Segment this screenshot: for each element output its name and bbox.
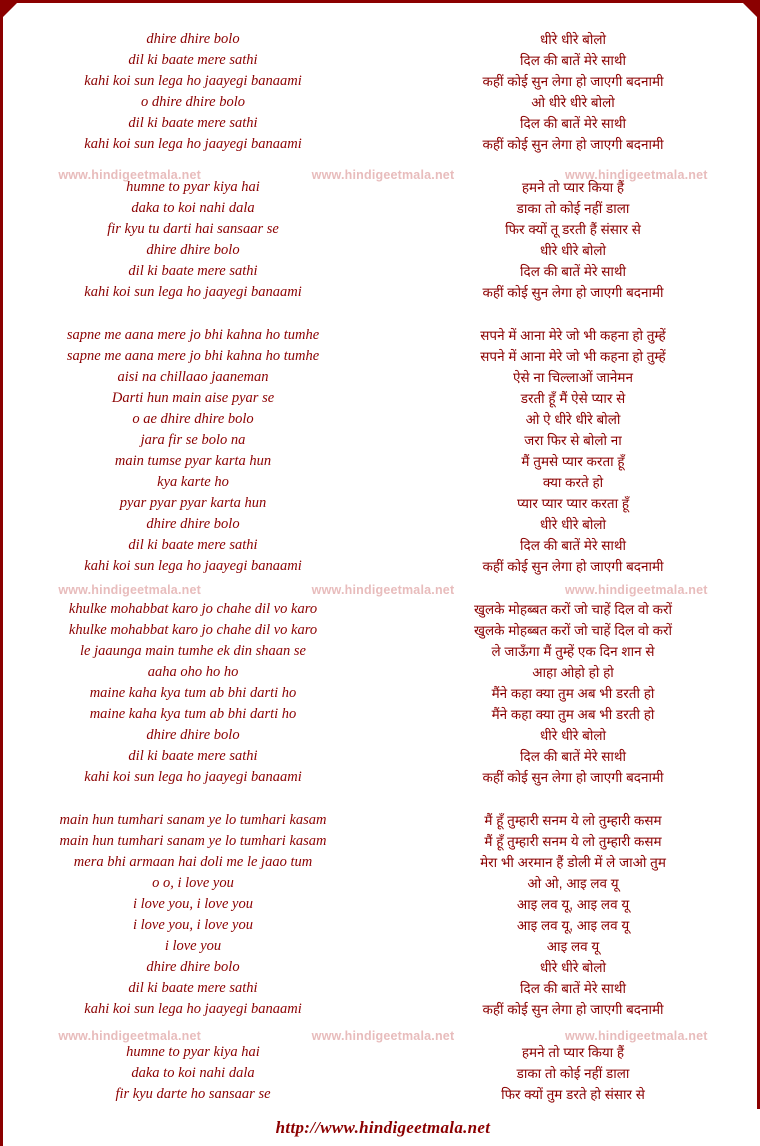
lyrics-stanza xyxy=(3,1042,757,1105)
lyrics-line-latin: dil ki baate mere sathi xyxy=(128,748,258,764)
watermark-text: www.hindigeetmala.net xyxy=(58,1029,201,1043)
lyrics-line-devanagari: आइ लव यू, आइ लव यू xyxy=(516,897,630,912)
watermark-text: www.hindigeetmala.net xyxy=(311,583,455,597)
lyrics-line xyxy=(3,556,757,577)
lyrics-line-devanagari: ऐसे ना चिल्लाओं जानेमन xyxy=(512,370,633,385)
watermark-text: www.hindigeetmala.net xyxy=(564,583,708,597)
lyrics-line-latin: sapne me aana mere jo bhi kahna ho tumhe xyxy=(66,327,320,343)
lyrics-line-devanagari: आहा ओहो हो हो xyxy=(532,665,614,680)
lyrics-line-devanagari: धीरे धीरे बोलो xyxy=(540,517,606,532)
lyrics-line-devanagari: फिर क्यों तुम डरते हो संसार से xyxy=(501,1087,645,1102)
lyrics-line-latin: kahi koi sun lega ho jaayegi banaami xyxy=(84,1001,302,1017)
lyrics-line-devanagari: डाका तो कोई नहीं डाला xyxy=(516,1066,630,1081)
lyrics-line xyxy=(3,999,757,1020)
lyrics-line-latin: o o, i love you xyxy=(152,875,234,891)
footer xyxy=(3,1109,760,1146)
lyrics-line-latin: main hun tumhari sanam ye lo tumhari kasam xyxy=(59,833,327,849)
lyrics-line-devanagari: कहीं कोई सुन लेगा हो जाएगी बदनामी xyxy=(482,285,664,300)
lyrics-line xyxy=(3,704,757,725)
lyrics-line xyxy=(3,641,757,662)
lyrics-line-devanagari: जरा फिर से बोलो ना xyxy=(524,433,622,448)
lyrics-line-latin: main tumse pyar karta hun xyxy=(114,453,272,469)
lyrics-line-devanagari: फिर क्यों तू डरती हैं संसार से xyxy=(505,222,641,237)
lyrics-stanza xyxy=(3,599,757,788)
lyrics-line-devanagari: कहीं कोई सुन लेगा हो जाएगी बदनामी xyxy=(482,137,664,152)
lyrics-line xyxy=(3,957,757,978)
lyrics-line xyxy=(3,831,757,852)
lyrics-line-devanagari: खुलके मोहब्बत करों जो चाहें दिल वो करों xyxy=(473,602,673,617)
lyrics-line xyxy=(3,261,757,282)
lyrics-line-latin: i love you xyxy=(164,938,222,954)
lyrics-line xyxy=(3,978,757,999)
lyrics-line-latin: dhire dhire bolo xyxy=(146,516,240,532)
lyrics-line xyxy=(3,198,757,219)
lyrics-line-devanagari: डाका तो कोई नहीं डाला xyxy=(516,201,630,216)
lyrics-line-latin: i love you, i love you xyxy=(133,896,253,912)
corner-decoration-top-right xyxy=(743,3,757,17)
lyrics-line-devanagari: कहीं कोई सुन लेगा हो जाएगी बदनामी xyxy=(482,770,664,785)
lyrics-line-devanagari: ओ ऐ धीरे धीरे बोलो xyxy=(525,412,621,427)
lyrics-line-latin: kya karte ho xyxy=(157,474,229,490)
lyrics-line-devanagari: मैंने कहा क्या तुम अब भी डरती हो xyxy=(491,686,655,701)
lyrics-line-latin: sapne me aana mere jo bhi kahna ho tumhe xyxy=(66,348,320,364)
lyrics-line-latin: i love you, i love you xyxy=(133,917,253,933)
lyrics-line-devanagari: मैं तुमसे प्यार करता हूँ xyxy=(521,454,625,469)
lyrics-line xyxy=(3,599,757,620)
watermark-text: www.hindigeetmala.net xyxy=(311,1029,455,1043)
lyrics-line xyxy=(3,219,757,240)
lyrics-line-devanagari: दिल की बातें मेरे साथी xyxy=(520,116,626,131)
lyrics-line-devanagari: ले जाऊँगा मैं तुम्हें एक दिन शान से xyxy=(491,644,655,659)
lyrics-line-latin: dil ki baate mere sathi xyxy=(128,980,258,996)
lyrics-line-devanagari: दिल की बातें मेरे साथी xyxy=(520,749,626,764)
lyrics-line-devanagari: क्या करते हो xyxy=(542,475,604,490)
lyrics-line xyxy=(3,29,757,50)
lyrics-line xyxy=(3,767,757,788)
lyrics-line-devanagari: धीरे धीरे बोलो xyxy=(540,960,606,975)
lyrics-line-latin: khulke mohabbat karo jo chahe dil vo karo xyxy=(68,622,318,638)
lyrics-line-latin: daka to koi nahi dala xyxy=(131,1065,255,1081)
lyrics-line-latin: le jaaunga main tumhe ek din shaan se xyxy=(80,643,306,659)
lyrics-line-devanagari: मैं हूँ तुम्हारी सनम ये लो तुम्हारी कसम xyxy=(484,813,662,828)
lyrics-line-latin: maine kaha kya tum ab bhi darti ho xyxy=(89,685,297,701)
lyrics-line-devanagari: डरती हूँ मैं ऐसे प्यार से xyxy=(520,391,626,406)
lyrics-line-latin: kahi koi sun lega ho jaayegi banaami xyxy=(84,284,302,300)
lyrics-line xyxy=(3,472,757,493)
lyrics-line-devanagari: मैं हूँ तुम्हारी सनम ये लो तुम्हारी कसम xyxy=(484,834,662,849)
lyrics-line-devanagari: धीरे धीरे बोलो xyxy=(540,32,606,47)
watermark-text: www.hindigeetmala.net xyxy=(564,168,708,182)
lyrics-line xyxy=(3,325,757,346)
lyrics-line-devanagari: ओ धीरे धीरे बोलो xyxy=(531,95,615,110)
lyrics-line xyxy=(3,1084,757,1105)
lyrics-line-devanagari: कहीं कोई सुन लेगा हो जाएगी बदनामी xyxy=(482,74,664,89)
lyrics-container xyxy=(3,3,757,1109)
lyrics-line xyxy=(3,240,757,261)
lyrics-line xyxy=(3,92,757,113)
lyrics-line-devanagari: मैंने कहा क्या तुम अब भी डरती हो xyxy=(491,707,655,722)
lyrics-line xyxy=(3,409,757,430)
lyrics-line-devanagari: सपने में आना मेरे जो भी कहना हो तुम्हें xyxy=(480,328,666,343)
lyrics-line xyxy=(3,71,757,92)
lyrics-line-latin: dil ki baate mere sathi xyxy=(128,263,258,279)
lyrics-line-devanagari: प्यार प्यार प्यार करता हूँ xyxy=(517,496,629,511)
lyrics-line-latin: fir kyu darte ho sansaar se xyxy=(115,1086,271,1102)
lyrics-line xyxy=(3,514,757,535)
lyrics-line-latin: kahi koi sun lega ho jaayegi banaami xyxy=(84,769,302,785)
lyrics-line-latin: dhire dhire bolo xyxy=(146,959,240,975)
lyrics-line-latin: aisi na chillaao jaaneman xyxy=(117,369,269,385)
lyrics-line-devanagari: धीरे धीरे बोलो xyxy=(540,728,606,743)
lyrics-line-latin: kahi koi sun lega ho jaayegi banaami xyxy=(84,558,302,574)
lyrics-line xyxy=(3,493,757,514)
lyrics-line-latin: dil ki baate mere sathi xyxy=(128,115,258,131)
lyrics-line-devanagari: दिल की बातें मेरे साथी xyxy=(520,53,626,68)
lyrics-line-devanagari: ओ ओ, आइ लव यू xyxy=(527,876,619,891)
lyrics-line-latin: fir kyu tu darti hai sansaar se xyxy=(107,221,279,237)
lyrics-line-devanagari: आइ लव यू xyxy=(546,939,600,954)
lyrics-line-latin: maine kaha kya tum ab bhi darti ho xyxy=(89,706,297,722)
watermark-text: www.hindigeetmala.net xyxy=(311,168,455,182)
lyrics-stanza xyxy=(3,177,757,303)
lyrics-line xyxy=(3,620,757,641)
lyrics-line-latin: pyar pyar pyar karta hun xyxy=(119,495,267,511)
lyrics-line xyxy=(3,1063,757,1084)
lyrics-line xyxy=(3,113,757,134)
lyrics-stanza xyxy=(3,810,757,1020)
lyrics-line xyxy=(3,873,757,894)
lyrics-line xyxy=(3,725,757,746)
lyrics-line xyxy=(3,810,757,831)
lyrics-line xyxy=(3,282,757,303)
lyrics-line-latin: dil ki baate mere sathi xyxy=(128,537,258,553)
lyrics-line-latin: o ae dhire dhire bolo xyxy=(132,411,254,427)
lyrics-line-latin: jara fir se bolo na xyxy=(140,432,246,448)
lyrics-line-devanagari: दिल की बातें मेरे साथी xyxy=(520,264,626,279)
lyrics-line-latin: mera bhi armaan hai doli me le jaao tum xyxy=(73,854,313,870)
lyrics-line-latin: kahi koi sun lega ho jaayegi banaami xyxy=(84,136,302,152)
lyrics-line-latin: dhire dhire bolo xyxy=(146,242,240,258)
lyrics-line xyxy=(3,346,757,367)
lyrics-line-devanagari: खुलके मोहब्बत करों जो चाहें दिल वो करों xyxy=(473,623,673,638)
lyrics-line xyxy=(3,683,757,704)
lyrics-line xyxy=(3,388,757,409)
lyrics-line xyxy=(3,535,757,556)
lyrics-line xyxy=(3,134,757,155)
lyrics-line-devanagari: हमने तो प्यार किया हैं xyxy=(521,1045,625,1060)
lyrics-line-latin: o dhire dhire bolo xyxy=(140,94,246,110)
lyrics-line-devanagari: हमने तो प्यार किया हैं xyxy=(521,180,625,195)
lyrics-line-devanagari: कहीं कोई सुन लेगा हो जाएगी बदनामी xyxy=(482,1002,664,1017)
lyrics-line-devanagari: सपने में आना मेरे जो भी कहना हो तुम्हें xyxy=(480,349,666,364)
lyrics-line-latin: humne to pyar kiya hai xyxy=(126,179,260,195)
lyrics-line xyxy=(3,430,757,451)
lyrics-line-latin: humne to pyar kiya hai xyxy=(126,1044,260,1060)
lyrics-line-latin: aaha oho ho ho xyxy=(147,664,239,680)
lyrics-line xyxy=(3,852,757,873)
lyrics-line-latin: kahi koi sun lega ho jaayegi banaami xyxy=(84,73,302,89)
lyrics-line-devanagari: धीरे धीरे बोलो xyxy=(540,243,606,258)
lyrics-line-latin: dil ki baate mere sathi xyxy=(128,52,258,68)
lyrics-line-devanagari: दिल की बातें मेरे साथी xyxy=(520,981,626,996)
lyrics-line xyxy=(3,451,757,472)
lyrics-line xyxy=(3,936,757,957)
lyrics-line-latin: dhire dhire bolo xyxy=(146,31,240,47)
lyrics-line xyxy=(3,367,757,388)
lyrics-line-devanagari: मेरा भी अरमान हैं डोली में ले जाओ तुम xyxy=(480,855,666,870)
lyrics-line xyxy=(3,894,757,915)
lyrics-stanza xyxy=(3,325,757,577)
lyrics-line-devanagari: दिल की बातें मेरे साथी xyxy=(520,538,626,553)
lyrics-line xyxy=(3,50,757,71)
lyrics-line xyxy=(3,1042,757,1063)
lyrics-line xyxy=(3,177,757,198)
lyrics-line-devanagari: कहीं कोई सुन लेगा हो जाएगी बदनामी xyxy=(482,559,664,574)
lyrics-line-latin: dhire dhire bolo xyxy=(146,727,240,743)
lyrics-line xyxy=(3,915,757,936)
watermark-text: www.hindigeetmala.net xyxy=(58,168,201,182)
lyrics-line xyxy=(3,746,757,767)
watermark-text: www.hindigeetmala.net xyxy=(564,1029,708,1043)
lyrics-stanza xyxy=(3,29,757,155)
lyrics-line-latin: Darti hun main aise pyar se xyxy=(111,390,275,406)
lyrics-line xyxy=(3,662,757,683)
lyrics-line-latin: khulke mohabbat karo jo chahe dil vo karo xyxy=(68,601,318,617)
lyrics-line-latin: daka to koi nahi dala xyxy=(131,200,255,216)
lyrics-line-devanagari: आइ लव यू, आइ लव यू xyxy=(516,918,630,933)
site-url-link[interactable]: http://www.hindigeetmala.net xyxy=(275,1118,491,1137)
watermark-text: www.hindigeetmala.net xyxy=(58,583,201,597)
lyrics-line-latin: main hun tumhari sanam ye lo tumhari kasam xyxy=(59,812,327,828)
